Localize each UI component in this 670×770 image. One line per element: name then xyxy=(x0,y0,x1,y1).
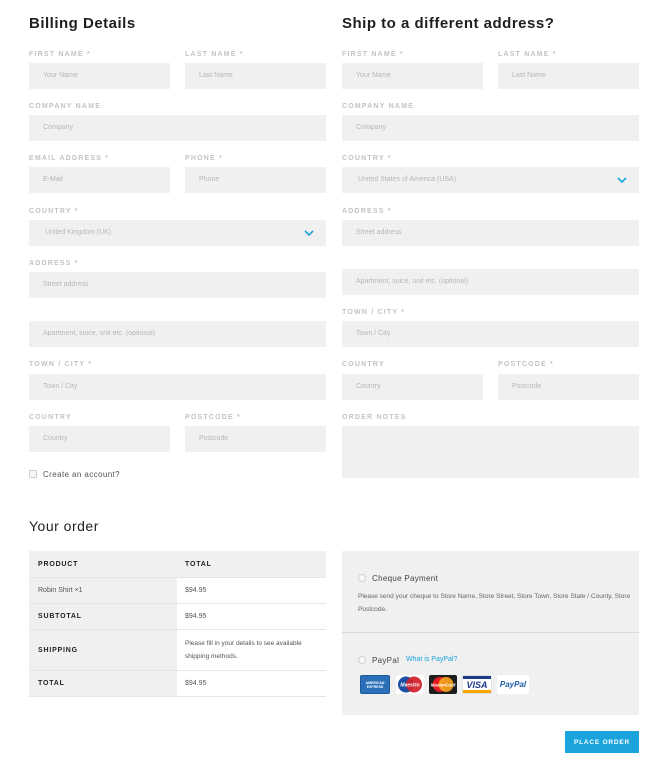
total-label: TOTAL xyxy=(29,671,177,696)
paypal-label[interactable]: PayPal xyxy=(372,656,400,665)
product-name: Robin Shirt ×1 xyxy=(29,578,177,603)
shipping-country-value: United States of America (USA) xyxy=(358,176,457,183)
billing-country-value: United Kingdom (UK) xyxy=(45,229,112,236)
product-column-header: PRODUCT xyxy=(38,560,79,568)
shipping-postcode-label: POSTCODE * xyxy=(498,361,554,368)
shipping-town-label: TOWN / CITY * xyxy=(342,309,406,316)
shipping-last-name-label: LAST NAME * xyxy=(498,51,557,58)
chevron-down-icon xyxy=(304,229,314,237)
shipping-first-name-label: FIRST NAME * xyxy=(342,51,404,58)
billing-company-label: COMPANY NAME xyxy=(29,103,102,110)
cheque-radio[interactable] xyxy=(358,574,366,582)
table-row xyxy=(29,578,326,604)
order-table-header xyxy=(29,551,326,578)
billing-first-name-label: FIRST NAME * xyxy=(29,51,91,58)
billing-postcode-label: POSTCODE * xyxy=(185,414,241,421)
billing-country-label: COUNTRY * xyxy=(29,208,79,215)
billing-title: Billing Details xyxy=(29,15,136,32)
mastercard-icon xyxy=(429,675,457,694)
payment-divider xyxy=(342,632,639,633)
shipping-last-name-field[interactable]: Last Name xyxy=(498,63,639,89)
shipping-postcode-field[interactable]: Postcode xyxy=(498,374,639,400)
billing-country2-field[interactable]: Country xyxy=(29,426,170,452)
svg-text:Maestro: Maestro xyxy=(400,682,420,689)
paypal-logo-icon: PayPal xyxy=(497,675,529,694)
cheque-description: Please send your cheque to Store Name, Store Street, Store Town, Store State / County, Store Postcode. xyxy=(358,593,631,613)
maestro-icon xyxy=(396,675,424,694)
shipping-company-field[interactable]: Company xyxy=(342,115,639,141)
what-is-paypal-link[interactable]: What is PayPal? xyxy=(406,656,458,663)
billing-apartment-field[interactable]: Apartment, suice, unit etc. (optional) xyxy=(29,321,326,347)
product-price: $94.95 xyxy=(185,587,207,594)
chevron-down-icon xyxy=(617,176,627,184)
billing-first-name-field[interactable]: Your Name xyxy=(29,63,170,89)
visa-icon: VISA xyxy=(462,675,492,694)
create-account-label[interactable]: Create an account? xyxy=(43,470,121,479)
total-value: $94.95 xyxy=(185,680,207,687)
billing-company-field[interactable]: Company xyxy=(29,115,326,141)
billing-postcode-field[interactable]: Postcode xyxy=(185,426,326,452)
shipping-country-select[interactable] xyxy=(342,167,639,193)
billing-address-label: ADDRESS * xyxy=(29,260,79,267)
shipping-country-label: COUNTRY * xyxy=(342,155,392,162)
billing-country-select[interactable] xyxy=(29,220,326,246)
billing-street-field[interactable]: Street address xyxy=(29,272,326,298)
billing-phone-field[interactable]: Phone xyxy=(185,167,326,193)
billing-last-name-field[interactable]: Last Name xyxy=(185,63,326,89)
paypal-radio[interactable] xyxy=(358,656,366,664)
billing-phone-label: PHONE * xyxy=(185,155,223,162)
place-order-button[interactable]: PLACE ORDER xyxy=(565,731,639,753)
shipping-first-name-field[interactable]: Your Name xyxy=(342,63,483,89)
svg-text:MasterCard: MasterCard xyxy=(430,682,456,688)
shipping-title: Ship to a different address? xyxy=(342,15,555,32)
table-row xyxy=(29,630,326,671)
order-notes-textarea[interactable] xyxy=(342,426,639,478)
shipping-country2-label: COUNTRY xyxy=(342,361,385,368)
billing-town-field[interactable]: Town / City xyxy=(29,374,326,400)
shipping-apartment-field[interactable]: Apartment, suice, unit etc. (optional) xyxy=(342,269,639,295)
shipping-country2-field[interactable]: Country xyxy=(342,374,483,400)
total-column-header: TOTAL xyxy=(185,560,212,568)
table-row xyxy=(29,604,326,630)
cheque-label[interactable]: Cheque Payment xyxy=(372,574,439,583)
table-row xyxy=(29,671,326,697)
shipping-company-label: COMPANY NAME xyxy=(342,103,415,110)
amex-icon: AMERICAN EXPRESS xyxy=(360,675,390,694)
order-notes-label: ORDER NOTES xyxy=(342,414,407,421)
subtotal-value: $94.95 xyxy=(185,613,207,620)
subtotal-label: SUBTOTAL xyxy=(29,604,177,629)
billing-country2-label: COUNTRY xyxy=(29,414,72,421)
billing-email-label: EMAIL ADDRESS * xyxy=(29,155,110,162)
shipping-label: SHIPPING xyxy=(29,630,177,670)
shipping-value: Please fill in your details to see available shipping methods. xyxy=(185,640,302,660)
shipping-town-field[interactable]: Town / City xyxy=(342,321,639,347)
billing-town-label: TOWN / CITY * xyxy=(29,361,93,368)
billing-last-name-label: LAST NAME * xyxy=(185,51,244,58)
shipping-address-label: ADDRESS * xyxy=(342,208,392,215)
order-title: Your order xyxy=(29,518,99,534)
create-account-checkbox[interactable] xyxy=(29,470,37,478)
shipping-street-field[interactable]: Street address xyxy=(342,220,639,246)
billing-email-field[interactable]: E-Mail xyxy=(29,167,170,193)
